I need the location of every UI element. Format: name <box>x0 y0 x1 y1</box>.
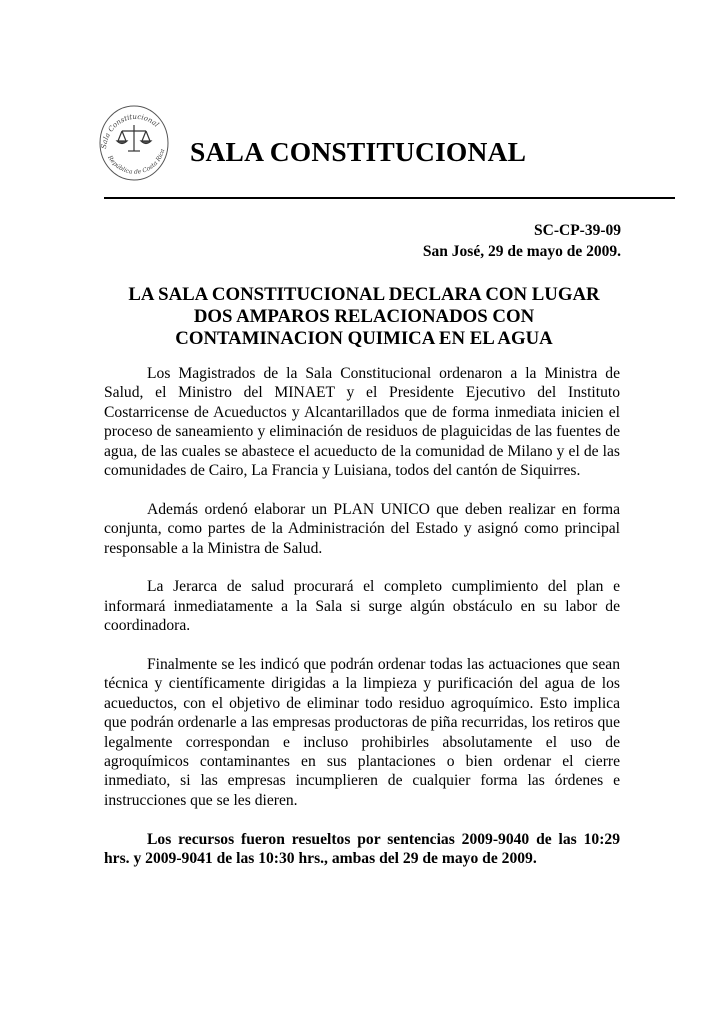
reference-code: SC-CP-39-09 <box>534 222 621 239</box>
svg-text:República de Costa Rica <box>106 148 167 176</box>
paragraph: Los Magistrados de la Sala Constitucional ordenaron a la Ministra de Salud, el Ministro del MINAET y el Presidente Ejecutivo del Instituto Costarricense de Acueductos y Alcantarillados que de forma inmediata inicien el proceso de saneamiento y eliminación de residuos de plaguicidas de las fuentes de agua, de las cuales se abastece el acueducto de la comunidad de Milano y el de las comunidades de Cairo, La Francia y Luisiana, todos del cantón de Siquirres. <box>104 365 620 480</box>
paragraph: Finalmente se les indicó que podrán ordenar todas las actuaciones que sean técnica y científicamente dirigidas a la limpieza y purificación del agua de los acueductos, con el objetivo de eliminar todo residuo agroquímico. Esto implica que podrán ordenarle a las empresas productoras de piña recurridas, los retiros que legalmente correspondan e incluso prohibirles absolutamente el uso de agroquímicos contaminantes en sus plantaciones o bien ordenar el cierre inmediato, si las empresas incumplieren de cualquier forma las órdenes e instrucciones que se les dieren. <box>104 656 620 809</box>
scales-of-justice-icon <box>98 101 170 183</box>
header-divider <box>104 197 675 199</box>
headline-line-3: CONTAMINACION QUIMICA EN EL AGUA <box>175 328 553 349</box>
reference-block <box>423 220 621 262</box>
paragraph: Además ordenó elaborar un PLAN UNICO que deben realizar en forma conjunta, como partes de la Administración del Estado y asignó como principal responsable a la Ministra de Salud. <box>104 500 620 557</box>
closing-paragraph: Los recursos fueron resueltos por sentencias 2009-9040 de las 10:29 hrs. y 2009-9041 de las 10:30 hrs., ambas del 29 de mayo de 2009. <box>104 830 620 868</box>
headline-line-2: DOS AMPAROS RELACIONADOS CON <box>193 306 535 327</box>
seal-ring-text-top: Sala Constitucional <box>99 112 161 150</box>
body-text <box>104 364 620 888</box>
seal-ring-text-bottom: República de Costa Rica <box>106 148 167 176</box>
paragraph: La Jerarca de salud procurará el completo cumplimiento del plan e informará inmediatamente a la Sala si surge algún obstáculo en su labor de coordinadora. <box>104 578 620 635</box>
press-release-headline <box>104 284 624 350</box>
page-title: SALA CONSTITUCIONAL <box>190 136 527 167</box>
place-date: San José, 29 de mayo de 2009. <box>422 243 621 260</box>
court-seal-logo <box>98 101 170 183</box>
headline-line-1: LA SALA CONSTITUCIONAL DECLARA CON LUGAR <box>128 284 600 305</box>
